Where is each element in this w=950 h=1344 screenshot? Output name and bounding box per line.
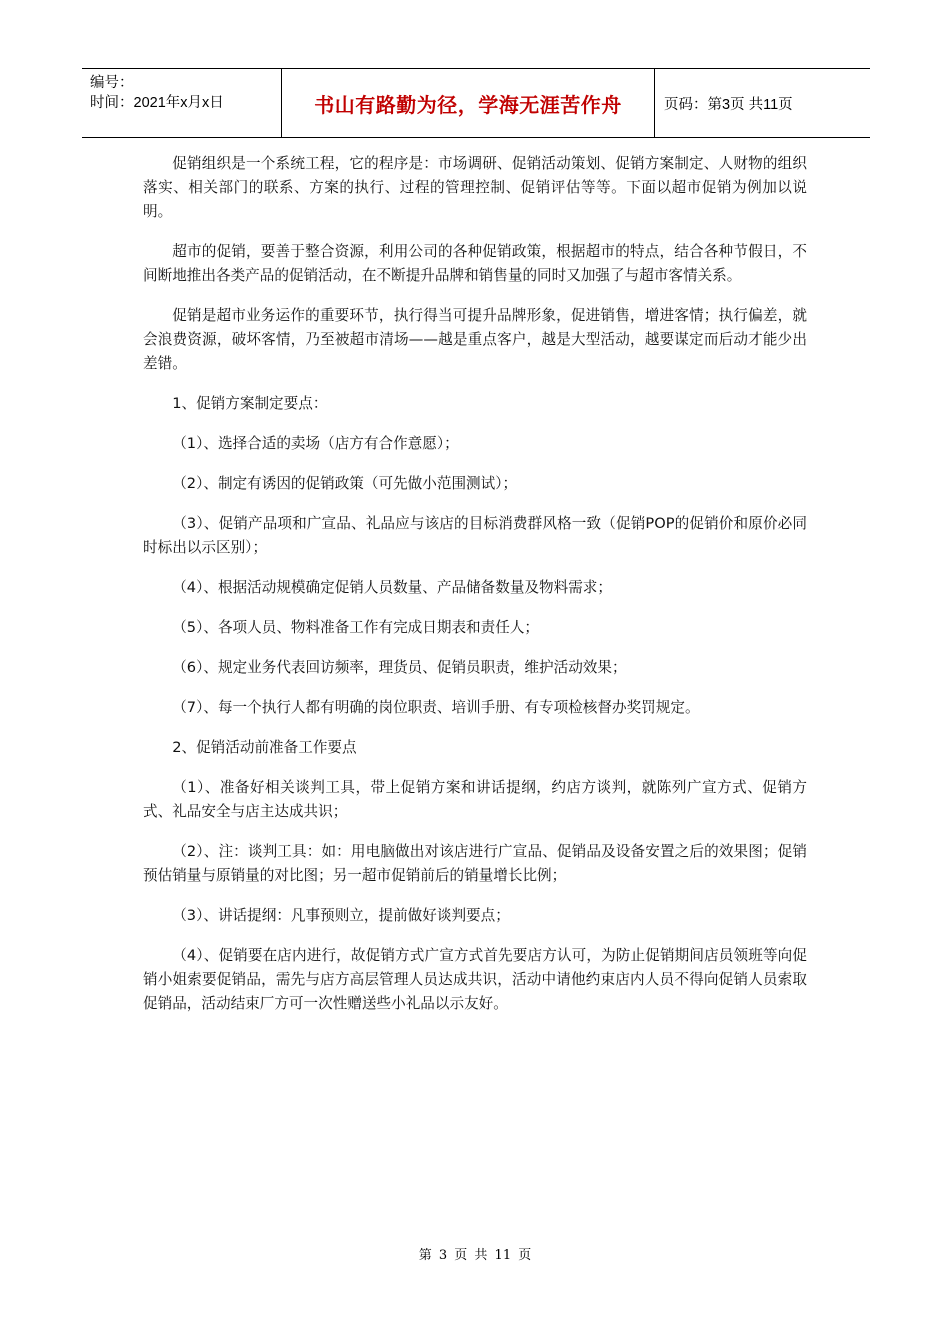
document-body <box>143 152 807 1032</box>
header-page-info: 页码：第3页 共11页 <box>664 96 793 113</box>
page-header <box>82 68 870 138</box>
list-item-plan-7: （7）、每一个执行人都有明确的岗位职责、培训手册、有专项检核督办奖罚规定。 <box>172 699 700 716</box>
section-heading-preparation: 2、促销活动前准备工作要点 <box>172 739 357 756</box>
page-footer: 第 3 页 共 11 页 <box>418 1248 532 1263</box>
document-date-label: 时间：2021年x月x日 <box>90 95 224 111</box>
list-item-plan-1: （1）、选择合适的卖场（店方有合作意愿）； <box>172 435 459 452</box>
list-item-plan-6: （6）、规定业务代表回访频率，理货员、促销员职责，维护活动效果； <box>172 659 627 676</box>
header-meta <box>82 69 282 137</box>
section-heading-plan: 1、促销方案制定要点： <box>172 395 328 412</box>
list-item-plan-4: （4）、根据活动规模确定促销人员数量、产品储备数量及物料需求； <box>172 579 612 596</box>
paragraph-supermarket-promotion: 超市的促销，要善于整合资源，利用公司的各种促销政策，根据超市的特点，结合各种节假日，不间断地推出各类产品的促销活动，在不断提升品牌和销售量的同时又加强了与超市客情关系。 <box>143 243 807 284</box>
list-item-plan-2: （2）、制定有诱因的促销政策（可先做小范围测试）； <box>172 475 518 492</box>
list-item-prep-1: （1）、准备好相关谈判工具，带上促销方案和讲话提纲，约店方谈判，就陈列广宣方式、促销方式、礼品安全与店主达成共识； <box>143 779 807 820</box>
paragraph-importance: 促销是超市业务运作的重要环节，执行得当可提升品牌形象，促进销售，增进客情；执行偏差，就会浪费资源，破坏客情，乃至被超市清场——越是重点客户，越是大型活动，越要谋定而后动才能少出差错。 <box>143 307 807 372</box>
list-item-prep-2: （2）、注：谈判工具：如：用电脑做出对该店进行广宣品、促销品及设备安置之后的效果图；促销预估销量与原销量的对比图；另一超市促销前后的销量增长比例； <box>143 843 807 884</box>
header-motto: 书山有路勤为径，学海无涯苦作舟 <box>282 69 655 137</box>
document-number-label: 编号： <box>90 75 134 91</box>
list-item-prep-4: （4）、促销要在店内进行，故促销方式广宣方式首先要店方认可，为防止促销期间店员领班等向促销小姐索要促销品，需先与店方高层管理人员达成共识，活动中请他约束店内人员不得向促销人员索取促销品，活动结束厂方可一次性赠送些小礼品以示友好。 <box>143 947 807 1012</box>
list-item-plan-3: （3）、促销产品项和广宣品、礼品应与该店的目标消费群风格一致（促销POP的促销价和原价必同时标出以示区别）； <box>143 515 807 556</box>
list-item-prep-3: （3）、讲话提纲：凡事预则立，提前做好谈判要点； <box>172 907 510 924</box>
paragraph-intro: 促销组织是一个系统工程，它的程序是：市场调研、促销活动策划、促销方案制定、人财物的组织落实、相关部门的联系、方案的执行、过程的管理控制、促销评估等等。下面以超市促销为例加以说明。 <box>143 155 807 220</box>
list-item-plan-5: （5）、各项人员、物料准备工作有完成日期表和责任人； <box>172 619 540 636</box>
